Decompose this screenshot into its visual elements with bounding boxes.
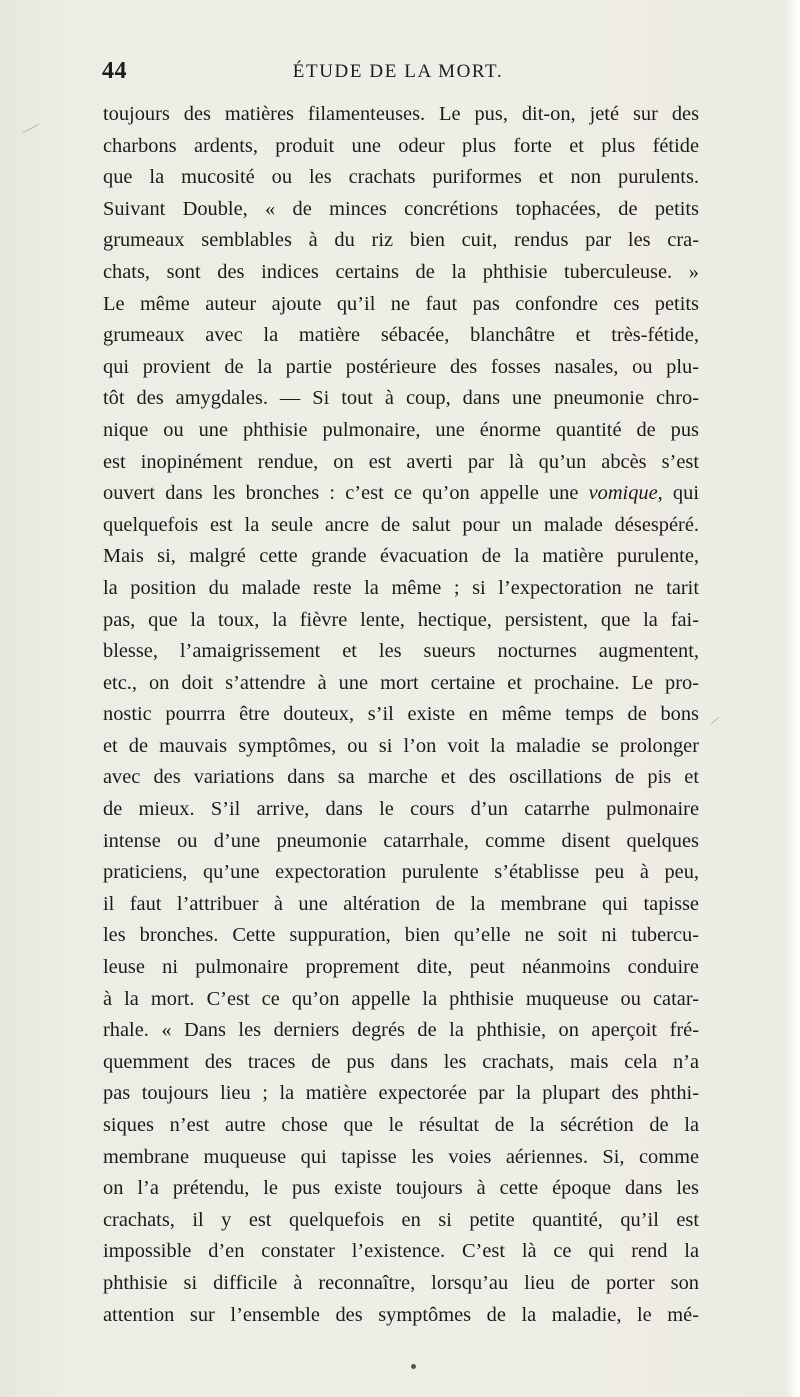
text-line: les bronches. Cette suppuration, bien qu’elle ne soit ni tubercu- bbox=[103, 924, 699, 947]
text-line: attention sur l’ensemble des symptômes de la maladie, le mé- bbox=[103, 1303, 699, 1326]
text-line: Le même auteur ajoute qu’il ne faut pas confondre ces petits bbox=[103, 292, 699, 315]
paper-speck bbox=[711, 717, 719, 724]
text-line: nostic pourrra être douteux, s’il existe en même temps de bons bbox=[103, 703, 699, 726]
text-line: grumeaux semblables à du riz bien cuit, rendus par les cra- bbox=[103, 229, 699, 252]
text-line: de mieux. S’il arrive, dans le cours d’un catarrhe pulmonaire bbox=[103, 798, 699, 821]
text-line: etc., on doit s’attendre à une mort certaine et prochaine. Le pro- bbox=[103, 671, 699, 694]
text-line: phthisie si difficile à reconnaître, lorsqu’au lieu de porter son bbox=[103, 1271, 699, 1294]
text-line: nique ou une phthisie pulmonaire, une énorme quantité de pus bbox=[103, 418, 699, 441]
text-line: avec des variations dans sa marche et des oscillations de pis et bbox=[103, 766, 699, 789]
page-edge-highlight bbox=[786, 0, 800, 1397]
text-line: praticiens, qu’une expectoration purulente s’établisse peu à peu, bbox=[103, 861, 699, 884]
text-line: leuse ni pulmonaire proprement dite, peut néanmoins conduire bbox=[103, 956, 699, 979]
italic-term: vomique, bbox=[588, 482, 663, 505]
text-line: crachats, il y est quelquefois en si petite quantité, qu’il est bbox=[103, 1208, 699, 1231]
page-header bbox=[100, 58, 696, 92]
text-run: qui bbox=[662, 482, 699, 505]
text-line: il faut l’attribuer à une altération de la membrane qui tapisse bbox=[103, 892, 699, 915]
text-line: quemment des traces de pus dans les crachats, mais cela n’a bbox=[103, 1050, 699, 1073]
text-line: charbons ardents, produit une odeur plus forte et plus fétide bbox=[103, 134, 699, 157]
text-line: on l’a prétendu, le pus existe toujours à cette époque dans les bbox=[103, 1177, 699, 1200]
text-line: toujours des matières filamenteuses. Le pus, dit-on, jeté sur des bbox=[103, 103, 699, 125]
text-run: ouvert dans les bronches : c’est ce qu’on appelle une bbox=[103, 482, 589, 505]
body-text bbox=[103, 99, 699, 1331]
text-line: que la mucosité ou les crachats puriformes et non purulents. bbox=[103, 166, 699, 189]
text-line: membrane muqueuse qui tapisse les voies aériennes. Si, comme bbox=[103, 1145, 699, 1168]
text-line bbox=[103, 478, 699, 510]
running-head: ÉTUDE DE LA MORT. bbox=[292, 61, 504, 82]
text-line: Mais si, malgré cette grande évacuation de la matière purulente, bbox=[103, 545, 699, 568]
text-line: pas, que la toux, la fièvre lente, hectique, persistent, que la fai- bbox=[103, 608, 699, 631]
text-line: intense ou d’une pneumonie catarrhale, comme disent quelques bbox=[103, 829, 699, 852]
text-line: la position du malade reste la même ; si l’expectoration ne tarit bbox=[103, 576, 699, 599]
text-line: grumeaux avec la matière sébacée, blanchâtre et très-fétide, bbox=[103, 324, 699, 347]
paper-speck bbox=[23, 124, 39, 133]
text-line: pas toujours lieu ; la matière expectorée par la plupart des phthi- bbox=[103, 1082, 699, 1105]
text-line: à la mort. C’est ce qu’on appelle la phthisie muqueuse ou catar- bbox=[103, 987, 699, 1010]
text-line: rhale. « Dans les derniers degrés de la phthisie, on aperçoit fré- bbox=[103, 1019, 699, 1042]
text-line: et de mauvais symptômes, ou si l’on voit la maladie se prolonger bbox=[103, 734, 699, 757]
printer-mark-dot bbox=[411, 1364, 416, 1369]
text-line: quelquefois est la seule ancre de salut pour un malade désespéré. bbox=[103, 513, 699, 536]
page-number: 44 bbox=[102, 58, 127, 84]
text-line: impossible d’en constater l’existence. C’est là ce qui rend la bbox=[103, 1240, 699, 1263]
text-line: est inopinément rendue, on est averti par là qu’un abcès s’est bbox=[103, 450, 699, 473]
text-line: Suivant Double, « de minces concrétions tophacées, de petits bbox=[103, 197, 699, 220]
text-line: tôt des amygdales. — Si tout à coup, dans une pneumonie chro- bbox=[103, 387, 699, 410]
text-line: siques n’est autre chose que le résultat de la sécrétion de la bbox=[103, 1114, 699, 1136]
text-line: blesse, l’amaigrissement et les sueurs nocturnes augmentent, bbox=[103, 640, 699, 663]
text-line: qui provient de la partie postérieure des fosses nasales, ou plu- bbox=[103, 355, 699, 378]
text-line: chats, sont des indices certains de la phthisie tuberculeuse. » bbox=[103, 260, 699, 283]
